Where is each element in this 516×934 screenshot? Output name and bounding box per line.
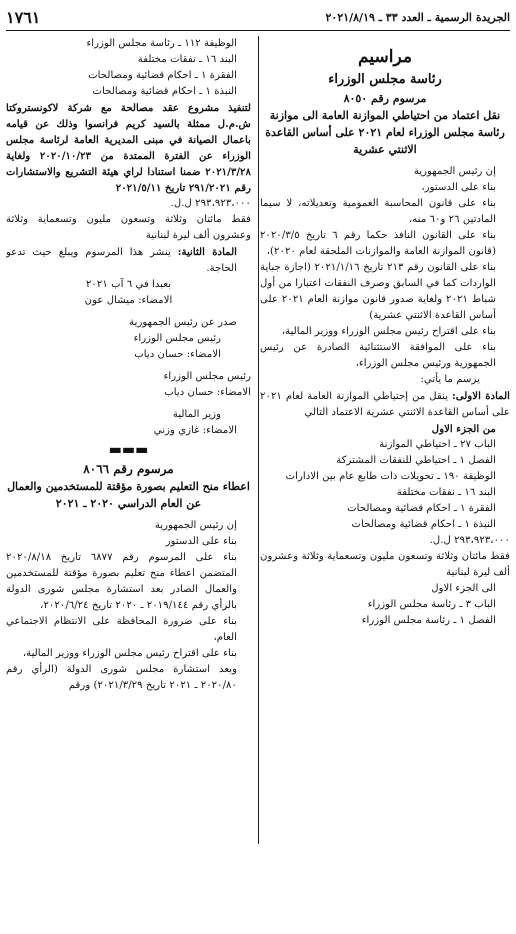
article-2-label: المادة الثانية: [177,246,238,258]
page-number: ١٧٦١ [6,7,41,27]
running-title: الجريدة الرسمية ـ العدد ٣٣ ـ ٢٠٢١/٨/١٩ [325,10,510,24]
amount: ٢٩٣،٩٢٣،٠٠٠ ل.ل. [429,535,510,546]
line-item: الفقرة ١ ـ احكام قضائية ومصالحات [88,70,237,81]
signature: الامضاء: حسان دياب [164,387,251,398]
issued-by: صدر عن رئيس الجمهورية [129,317,237,328]
preamble-1: بناء على الدستور، [421,182,496,193]
signature: الامضاء: ميشال عون [84,295,173,306]
decree-title: اعطاء منح التعليم بصورة مؤقتة للمستخدمين والعمال عن العام الدراسي ٢٠٢٠ ـ ٢٠٢١ [7,480,250,510]
line-item: النبذة ١ ـ احكام قضائية ومصالحات [92,86,237,97]
article-2-text: ينشر هذا المرسوم ويبلغ حيث تدعو الحاجة. [6,247,237,274]
article-1 [260,388,510,421]
preamble-5: بناء على اقتراح رئيس مجلس الوزراء ووزير المالية، [281,326,496,337]
to-part: الى الجزء الاول [431,583,496,594]
right-column [260,36,510,928]
line-item: النبذة ١ ـ احكام قضائية ومصالحات [351,519,496,530]
decree-number: مرسوم رقم ٨٠٥٠ [343,92,427,105]
line-item: الوظيفة ١١٢ ـ رئاسة مجلس الوزراء [86,38,237,49]
decree-title: نقل اعتماد من احتياطي الموازنة العامة الى موازنة رئاسة مجلس الوزراء لعام ٢٠٢١ على أساس القاعدة الاثنتي عشرية [265,109,505,156]
article-1-text: ينقل من إحتياطي الموازنة العامة لعام ٢٠٢١ على أساس القاعدة الاثنتي عشرية الاعتماد التالي [260,391,510,418]
page-header [6,6,510,28]
preamble-5: وبعد استشارة مجلس شورى الدولة (الرأي رقم ٢٠٢٠/٨٠ ـ ٢٠٢١ تاريخ ٢٠٢١/٣/٢٩) ورقم [6,664,237,691]
preamble-1: بناء على الدستور [165,536,237,547]
line-item: الفصل ١ ـ احتياطي للنفقات المشتركة [336,455,496,466]
line-item: الفصل ١ ـ رئاسة مجلس الوزراء [361,615,496,626]
preamble-4: بناء على القانون رقم ٢١٣ تاريخ ٢٠٢١/١/١٦ (اجازة جباية الواردات كما في السابق وصرف النفقات اعتبارا من أول شباط ٢٠٢١ ولغاية صدور قانون موازنة العام ٢٠٢١ على أساس القاعدة الاثنتي عشرية) [260,262,497,321]
from-part: من الجزء الاول [431,423,496,435]
signature: الامضاء: غازي وزني [153,425,237,436]
signature: الامضاء: حسان دياب [134,349,221,360]
signing-date: بعبدا في ٦ آب ٢٠٢١ [85,279,172,290]
preamble-3: بناء على ضرورة المحافظة على الانتظام الاجتماعي العام، [6,616,237,643]
ministry-title: رئاسة مجلس الوزراء [328,72,442,87]
column-divider [258,36,259,844]
decree-clause: يرسم ما يأتي: [420,374,480,385]
amount-words: فقط مائتان وثلاثة وتسعون مليون وتسعماية وثلاثة وعشرون ألف ليرة لبنانية [6,214,251,241]
line-item: الوظيفة ١٩٠ ـ تحويلات ذات طابع عام بين الادارات [285,471,496,482]
intro: إن رئيس الجمهورية [154,520,237,531]
header-rule [6,30,510,31]
preamble-4: بناء على اقتراح رئيس مجلس الوزراء ووزير المالية، [22,648,237,659]
signer-title: رئيس مجلس الوزراء [163,371,251,382]
preamble-2: بناء على المرسوم رقم ٦٨٧٧ تاريخ ٢٠٢٠/٨/١٨ المتضمن اعطاء منح تعليم بصورة مؤقتة للمستخدمين والعمال الصادر بعد استشارة مجلس شورى الدولة بالرأي رقم ٢٠١٩/١٤٤ ـ ٢٠٢٠ تاريخ ٢٠٢٠/٦/٢٤، [6,552,238,611]
intro: إن رئيس الجمهورية [413,166,496,177]
line-item: الباب ٢٧ ـ احتياطي الموازنة [379,439,496,450]
line-item: الفقرة ١ ـ احكام قضائية ومصالحات [347,503,496,514]
preamble-6: بناء على الموافقة الاستثنائية الصادرة عن رئيس الجمهورية ورئيس مجلس الوزراء، [260,342,496,369]
amount: ٢٩٣،٩٢٣،٠٠٠ ل.ل. [170,198,251,209]
separator-dash: ▬▬▬ [108,442,149,458]
line-item: البند ١٦ ـ نفقات مختلفة [396,487,496,498]
signer-title: رئيس مجلس الوزراء [133,333,221,344]
preamble-3: بناء على القانون النافذ حكما رقم ٦ تاريخ ٢٠٢٠/٣/٥ (قانون الموازنة العامة والموازنات الملحقة لعام ٢٠٢٠)، [260,230,497,257]
decree-number: مرسوم رقم ٨٠٦٦ [83,462,174,476]
amount-words: فقط مائتان وثلاثة وتسعون مليون وتسعماية وثلاثة وعشرون ألف ليرة لبنانية [260,551,510,578]
preamble-2: بناء على قانون المحاسبة العمومية وتعديلاته، لا سيما المادتين ٢٦ و٦٠ منه، [260,198,496,225]
article-1-label: المادة الاولى: [452,390,510,402]
article-2 [6,244,251,277]
section-title: مراسيم [358,47,412,67]
line-item: الباب ٣ ـ رئاسة مجلس الوزراء [367,599,496,610]
signer-title: وزير المالية [172,409,221,420]
purpose: لتنفيذ مشروع عقد مصالحة مع شركة لاكونستروكتا ش.م.ل ممثلة بالسيد كريم فرانسوا وذلك عن قيامه باعمال الصيانة في مبنى المديرية العامة لرئاسة مجلس الوزراء عن الفترة الممتدة من ٢٠٢٠/١٠/٢٣ ولغاية ٢٠٢١/٣/٢٨ ضمنا استنادا لراي هيئة التشريع والاستشارات رقم ٢٩١/٢٠٢١ تاريخ ٢٠٢١/٥/١١ [6,102,251,194]
line-item: البند ١٦ ـ نفقات مختلفة [137,54,237,65]
left-column [6,36,251,928]
